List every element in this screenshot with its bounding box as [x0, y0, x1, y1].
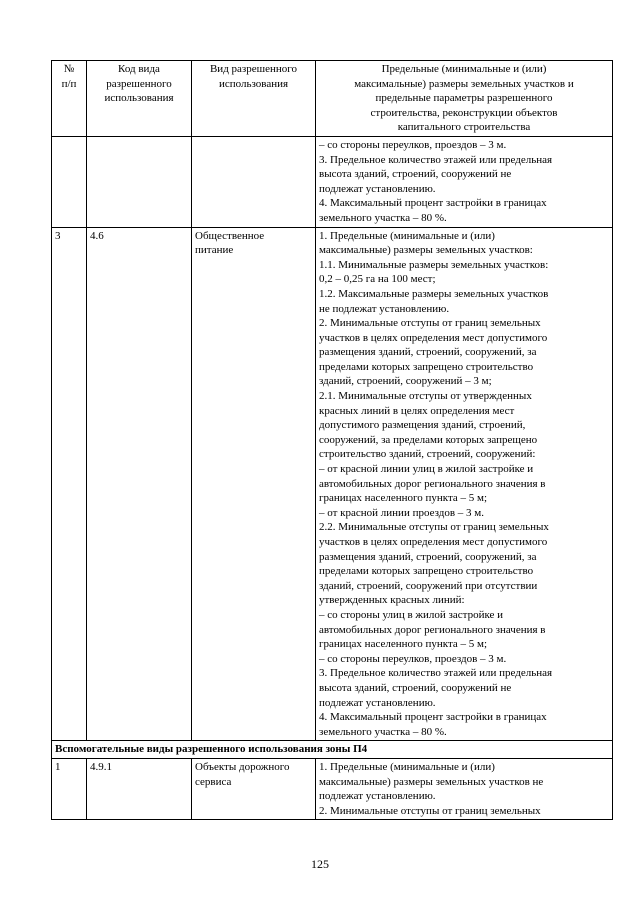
cell-num: 3: [52, 227, 87, 741]
cell-code: 4.9.1: [87, 758, 192, 819]
cell-num: 1: [52, 758, 87, 819]
cell-type: Общественное питание: [192, 227, 316, 741]
cell-num: [52, 136, 87, 227]
cell-type: [192, 136, 316, 227]
header-num: № п/п: [52, 61, 87, 137]
header-code: Код вида разрешенного использования: [87, 61, 192, 137]
table-row: [52, 136, 613, 227]
table-header-row: [52, 61, 613, 137]
cell-limits: 1. Предельные (минимальные и (или) максимальные) размеры земельных участков не подлежат установлению. 2. Минимальные отступы от границ земельных: [316, 758, 613, 819]
page-number: 125: [311, 857, 329, 871]
cell-code: [87, 136, 192, 227]
section-row: [52, 741, 613, 759]
zoning-table: [51, 60, 613, 820]
cell-limits: – со стороны переулков, проездов – 3 м. 3. Предельное количество этажей или предельная высота зданий, строений, сооружений не подлежат установлению. 4. Максимальный процент застройки в границах земельного участка – 80 %.: [316, 136, 613, 227]
header-limits: Предельные (минимальные и (или) максимальные) размеры земельных участков и предельные параметры разрешенного строительства, реконструкции объектов капитального строительства: [316, 61, 613, 137]
cell-code: 4.6: [87, 227, 192, 741]
table-row: [52, 227, 613, 741]
section-title: Вспомогательные виды разрешенного использования зоны П4: [52, 741, 613, 759]
table-row: [52, 758, 613, 819]
header-type: Вид разрешенного использования: [192, 61, 316, 137]
cell-type: Объекты дорожного сервиса: [192, 758, 316, 819]
cell-limits: 1. Предельные (минимальные и (или) максимальные) размеры земельных участков: 1.1. Минимальные размеры земельных участков: 0,2 – 0,25 га на 100 мест; 1.2. Максимальные размеры земельных участков не подлежат установлению. 2. Минимальные отступы от границ земельных участков в целях определения мест допустимого размещения зданий, строений, сооружений, за пределами которых запрещено строительство зданий, строений, сооружений – 3 м; 2.1. Минимальные отступы от утвержденных красных линий в целях определения мест допустимого размещения зданий, строений, сооружений, за пределами которых запрещено строительство зданий, строений, сооружений: – от красной линии улиц в жилой застройке и автомобильных дорог регионального значения в границах населенного пункта – 5 м; – от красной линии проездов – 3 м. 2.2. Минимальные отступы от границ земельных участков в целях определения мест допустимого размещения зданий, строений, сооружений, за пределами которых запрещено строительство зданий, строений, сооружений при отсутствии утвержденных красных линий: – со стороны улиц в жилой застройке и автомобильных дорог регионального значения в границах населенного пункта – 5 м; – со стороны переулков, проездов – 3 м. 3. Предельное количество этажей или предельная высота зданий, строений, сооружений не подлежат установлению. 4. Максимальный процент застройки в границах земельного участка – 80 %.: [316, 227, 613, 741]
